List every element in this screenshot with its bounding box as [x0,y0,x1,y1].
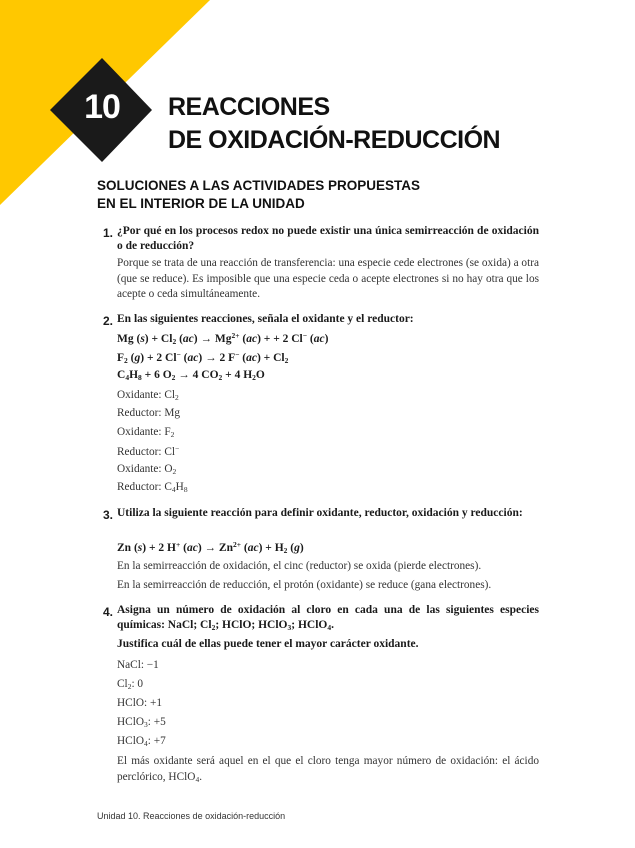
answer-2-line4: Reductor: Cl− [117,444,180,458]
chapter-title-line2: DE OXIDACIÓN-REDUCCIÓN [168,126,501,154]
equation-2c: $C_4H_8 + 6$ $O_2 \to 4$ $CO_2 + 4$ $H_2O$ [117,369,265,382]
question-2-number: 2. [103,314,114,328]
answer-4-line4: HClO$_3$: +5 [117,716,166,729]
answer-3-p2: En la semirreacción de reducción, el protón (oxidante) se reduce (gana electrones). [117,579,492,591]
answer-2-line3: Oxidante: $F_2$ [117,426,175,439]
answer-4-line3: HClO: +1 [117,697,162,709]
question-1-answer: Porque se trata de una reacción de transferencia: una especie cede electrones (se oxida) a otra (que se reduce). Es imposible que una especie ceda o acepte electrones si no hay otra que los acepte o ceda simultáneamente. [117,257,539,300]
equation-2b: $F_2$ (g) + 2 Cl− (ac) → 2 F− $(ac) + Cl_2$ [117,350,289,365]
page-footer: Unidad 10. Reacciones de oxidación-reducción [97,811,286,821]
answer-2-line6: Reductor: $C_4H_8$ [117,481,188,494]
question-4-number: 4. [103,605,114,619]
question-3-number: 3. [103,508,114,522]
equation-2a: Mg $(s) + Cl_2$ $(ac) \to Mg^{2+}$ (ac) + + 2 Cl− (ac) [117,331,329,346]
answer-4-line5: HClO$_4$: +7 [117,735,166,748]
question-3-text: Utiliza la siguiente reacción para definir oxidante, reductor, oxidación y reducción: [117,507,523,519]
section-heading: SOLUCIONES A LAS ACTIVIDADES PROPUESTAS EN EL INTERIOR DE LA UNIDAD [97,178,421,211]
answer-3-p1: En la semirreacción de oxidación, el cinc (reductor) se oxida (pierde electrones). [117,560,482,572]
answer-4-line1: NaCl: −1 [117,659,159,671]
answer-2-line2: Reductor: Mg [117,407,181,419]
unit-number: 10 [84,88,120,126]
answer-4-line2: $Cl_2$: 0 [117,678,144,691]
question-1-text: ¿Por qué en los procesos redox no puede existir una única semirreacción de oxidación o de reducción? [117,225,539,252]
question-4-text2: Justifica cuál de ellas puede tener el mayor carácter oxidante. [117,638,419,650]
answer-2-line1: Oxidante: $Cl_2$ [117,389,179,402]
question-2-text: En las siguientes reacciones, señala el oxidante y el reductor: [117,313,414,325]
equation-3: Zn (s) + 2 H+ $(ac) \to Zn^{2+}$ $(ac) + H_2$ (g) [117,540,304,555]
answer-4-conclusion: El más oxidante será aquel en el que el cloro tenga mayor número de oxidación: el ácido perclórico, HClO$_4$. [117,755,539,784]
question-4-text: Asigna un número de oxidación al cloro en cada una de las siguientes especies químicas: NaCl; $Cl_2$; HClO; HClO$_3$; HClO$_4$. [117,604,539,632]
chapter-title-line1: REACCIONES [168,93,330,121]
answer-2-line5: Oxidante: $O_2$ [117,463,177,476]
question-1-number: 1. [103,226,114,240]
